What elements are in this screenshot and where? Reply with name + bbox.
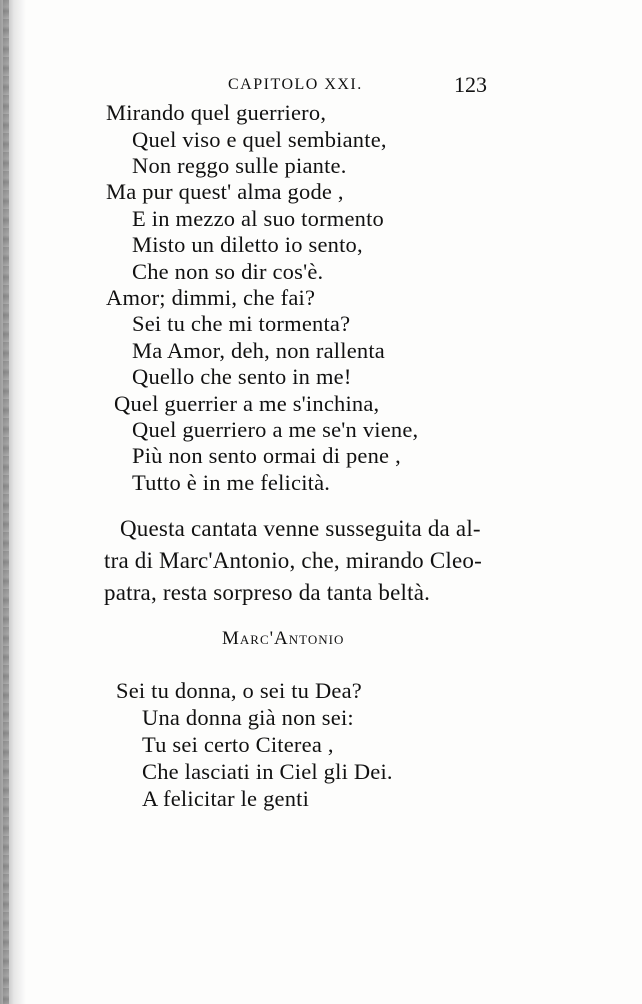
- verse-line: Una donna già non sei:: [142, 705, 354, 730]
- verse-line: Che lasciati in Ciel gli Dei.: [142, 759, 393, 784]
- verse-line: Quel guerriero a me se'n viene,: [132, 417, 419, 442]
- verse-line: Quel viso e quel sembiante,: [132, 127, 387, 152]
- verse-line: Quel guerrier a me s'inchina,: [114, 391, 380, 416]
- verse-line: E in mezzo al suo tormento: [132, 206, 385, 231]
- verse-line: Quello che sento in me!: [132, 364, 352, 389]
- verse-line: Più non sento ormai di pene ,: [132, 443, 401, 468]
- chapter-title: CAPITOLO XXI.: [228, 76, 363, 93]
- verse-line: Misto un diletto io sento,: [132, 232, 363, 257]
- verse-line: Che non so dir cos'è.: [132, 259, 324, 284]
- binding-edge: [3, 0, 9, 1004]
- prose-line: patra, resta sorpreso da tanta beltà.: [104, 580, 431, 605]
- verse-line: Mirando quel guerriero,: [106, 100, 327, 125]
- page-number: 123: [454, 72, 487, 97]
- verse-line: Ma Amor, deh, non rallenta: [132, 338, 385, 363]
- verse-line: Tutto è in me felicità.: [132, 470, 331, 495]
- verse-line: Non reggo sulle piante.: [132, 153, 347, 178]
- verse-line: A felicitar le genti: [142, 786, 310, 811]
- prose-line: Questa cantata venne susseguita da al-: [120, 516, 481, 541]
- verse-line: Ma pur quest' alma gode ,: [106, 179, 344, 204]
- speaker-heading: [222, 628, 344, 650]
- verse-line: Sei tu che mi tormenta?: [132, 311, 351, 336]
- speaker-name: Marc'Antonio: [222, 628, 345, 649]
- prose-line: tra di Marc'Antonio, che, mirando Cleo-: [104, 548, 482, 573]
- verse-line: Sei tu donna, o sei tu Dea?: [116, 678, 362, 703]
- verse-line: Tu sei certo Citerea ,: [142, 732, 334, 757]
- verse-line: Amor; dimmi, che fai?: [106, 285, 316, 310]
